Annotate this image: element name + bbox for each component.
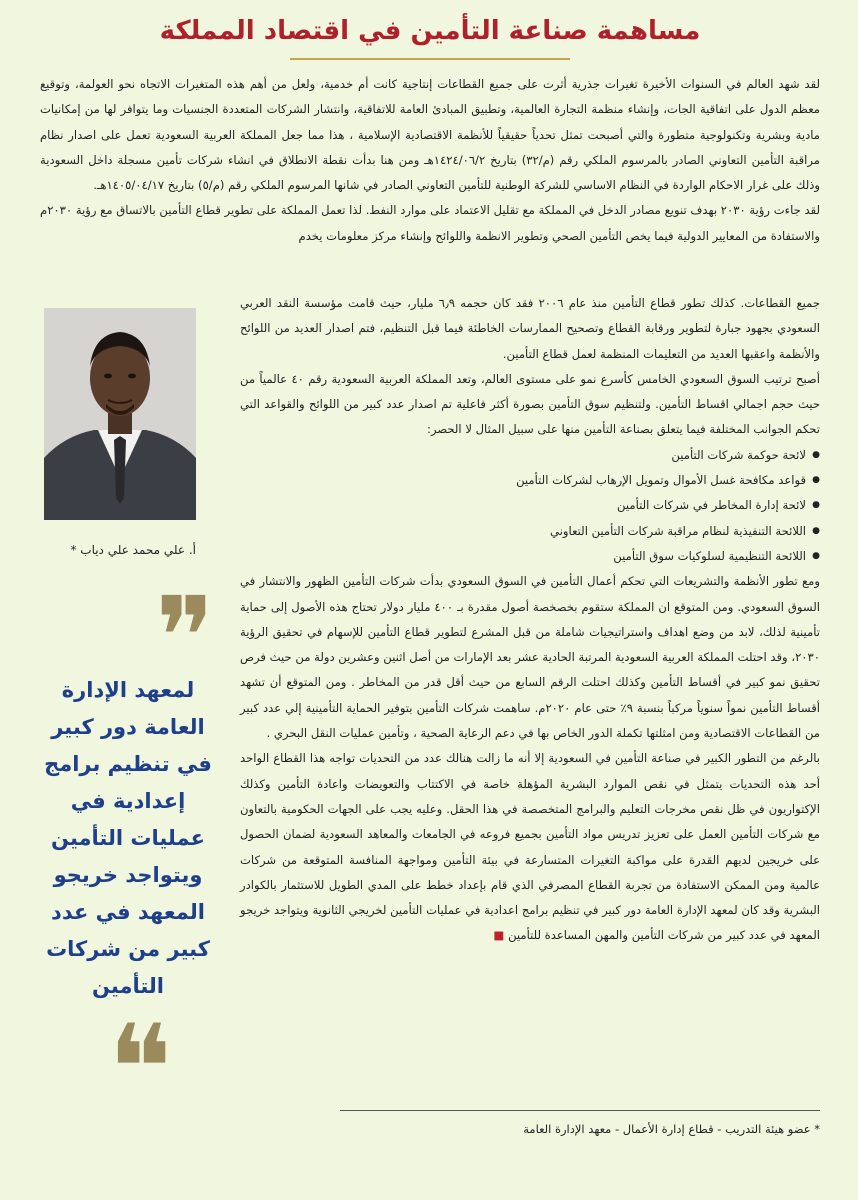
- author-photo: [44, 308, 196, 520]
- author-asterisk: *: [70, 543, 77, 557]
- author-name: أ. علي محمد علي دياب: [80, 543, 196, 557]
- list-item: ● اللائحة التنفيذية لنظام مراقبة شركات التأمين التعاوني: [240, 519, 820, 544]
- intro-text: [40, 72, 820, 249]
- pull-quote: لمعهد الإدارة العامة دور كبير في تنظيم برامج إعدادية في عمليات التأمين ويتواجد خريجو المعهد في عدد كبير من شركات التأمين: [44, 678, 212, 998]
- closing-paragraph-2: [240, 746, 820, 948]
- column-text: [240, 291, 820, 949]
- column-paragraph-2: أصبح ترتيب السوق السعودي الخامس كأسرع نمو على مستوى العالم، وتعد المملكة العربية السعودية رقم ٤٠ عالمياً من حيث حجم اجمالي اقساط التأمين. ولتنظيم سوق التأمين بصورة أكثر فاعلية تم اصدار عدد كبير من اللوائح والقواعد التي تحكم الجوانب المختلفة فيما يتعلق بصناعة التأمين منها على سبيل المثال لا الحصر:: [240, 371, 821, 437]
- closing-paragraph-2-text: بالرغم من التطور الكبير في صناعة التأمين في السعودية إلا أنه ما زالت هنالك عدد من التحديات تواجه هذا القطاع الواحد أحد هذه التحديات يتمثل في نقص الموارد البشرية المؤهلة خاصة في الاكتتاب والتعويضات واعادة التأمين وكذلك الإكتواريون في ظل نقص مخرجات التعليم والبرامج المتخصصة في هذا الحقل. وعليه يجب على الجهات الحكومية بالتعاون مع شركات التأمين العمل على تعزيز تدريس مواد التأمين بجميع فروعه في الجامعات والمعاهد السعودية لضمان الحصول على خريجين لديهم القدرة على مواكبة التغيرات المتسارعة في بيئة التأمين ومواجهة المنافسة المتوقعة من شركات عالمية ومن الممكن الاستفادة من تجربة القطاع المصرفي الذي قام بإعداد خطط على المدي الطويل للاستثمار بالكوادر البشرية وقد كان لمعهد الإدارة العامة دور كبير في تنظيم برامج اعدادية في عمليات التأمين لخريجي الثانوية ويتواجد خريجو المعهد في عدد كبير من شركات التأمين والمهن المساعدة للتأمين: [240, 751, 820, 943]
- intro-paragraph-2: لقد جاءت رؤية ٢٠٣٠ بهدف تنويع مصادر الدخل في المملكة مع تقليل الاعتماد على موارد النفط. لذا تعمل المملكة على تطوير قطاع التأمين بالاتساق مع رؤية ٢٠٣٠م والاستفادة من المعايير الدولية فيما يخص التأمين الصحي وتطوير الانظمة واللوائح وإنشاء مركز معلومات يخدم: [40, 203, 820, 243]
- footnote-text: عضو هيئة التدريب - قطاع إدارة الأعمال - معهد الإدارة العامة: [523, 1122, 811, 1136]
- list-item: ● اللائحة التنظيمية لسلوكيات سوق التأمين: [240, 544, 820, 569]
- footnote-asterisk: *: [814, 1122, 820, 1136]
- author-footnote: [340, 1122, 820, 1136]
- quote-close-mark-icon: ❝: [107, 1000, 173, 1139]
- article-title: مساهمة صناعة التأمين في اقتصاد المملكة: [159, 16, 701, 46]
- intro-paragraph-1: لقد شهد العالم في السنوات الأخيرة تغيرات جذرية أثرت على جميع القطاعات إنتاجية كانت أم خدمية، ولعل من أهم هذه المتغيرات الاتجاه نحو العولمة، وتوقيع معظم الدول على اتفاقية الجات، وإنشاء منظمة التجارة العالمية، وتطبيق المبادئ العامة للاتفاقية، وانتشار الشركات المتعددة الجنسيات وما يتوافر لها من إمكانيات مادية وبشرية وتكنولوجية متطورة والتي أصبحت تمثل تحدياً حقيقياً للأنظمة الاقتصادية الإسلامية ، هذا مما جعل المملكة العربية السعودية تعمل على اصدار نظام مراقبة التأمين التعاوني الصادر بالمرسوم الملكي رقم (م/٣٢) بتاريخ ١٤٢٤/٠٦/٢هـ ومن هنا بدأت نقطة الانطلاق في انشاء شركات تأمين مسجلة داخل السعودية وذلك على غرار الاحكام الواردة في النظام الاساسي للشركة الوطنية للتأمين التعاوني الصادر في شانها المرسوم الملكي رقم (م/٥) بتاريخ ١٤٠٥/٠٤/١٧هـ.: [40, 77, 820, 193]
- author-caption: [44, 543, 196, 557]
- title-divider: [290, 58, 570, 60]
- quote-open-mark-icon: ❞: [155, 573, 215, 701]
- regulations-list: [240, 443, 820, 569]
- column-paragraph-1: جميع القطاعات. كذلك تطور قطاع التأمين منذ عام ٢٠٠٦ فقد كان حجمه ٦٫٩ مليار، حيث قامت مؤسسة النقد العربي السعودي بجهود جبارة لتطوير ورقابة القطاع وتصحيح الممارسات الخاطئة فيما قبل التنظيم، فتم اصدار العديد من اللوائح والأنظمة واعقبها العديد من التعليمات المنظمة لعمل قطاع التأمين.: [240, 296, 821, 361]
- list-item: ● قواعد مكافحة غسل الأموال وتمويل الإرهاب لشركات التأمين: [240, 468, 820, 493]
- closing-paragraph-1: ومع تطور الأنظمة والتشريعات التي تحكم أعمال التأمين في السوق السعودي بدأت شركات التأمين الظهور والانتشار في السوق السعودي. ومن المتوقع ان المملكة ستقوم بخصخصة أصول مقدرة بـ ٤٠٠ مليار دولار تحتاج هذه الأصول إلى حماية تأمينية لذلك، لابد من وضع اهداف واستراتيجيات شاملة من قبل المشرع لتطوير قطاع التأمين للإسهام في تحقيق الرؤية ٢٠٣٠، وقد احتلت المملكة العربية السعودية المرتبة الحادية عشر بعد الإمارات من أصل اثنين وعشرين دولة من حيث فرص تحقيق نمو كبير في أقساط التأمين وكذلك احتلت الرقم السابع من حيث أقل قدر من المخاطر . ومن المتوقع أن تشهد أقساط التأمين نمواً سنوياً مركباً بنسبة ٩٪ حتى عام ٢٠٢٠م. ساهمت شركات التأمين بتوفير الحماية التأمينية إلي عدد كبير من القطاعات الاقتصادية ومن امثلتها تكملة الدور الخاص بها في دعم الرعاية الصحية ، وتأمين عمليات النقل البحري .: [240, 574, 820, 741]
- list-item: ● لائحة إدارة المخاطر في شركات التأمين: [240, 493, 820, 518]
- footer-divider: [340, 1110, 820, 1111]
- list-item: ● لائحة حوكمة شركات التأمين: [240, 443, 820, 468]
- end-mark-icon: ■: [493, 928, 505, 943]
- author-portrait-image: [44, 308, 196, 520]
